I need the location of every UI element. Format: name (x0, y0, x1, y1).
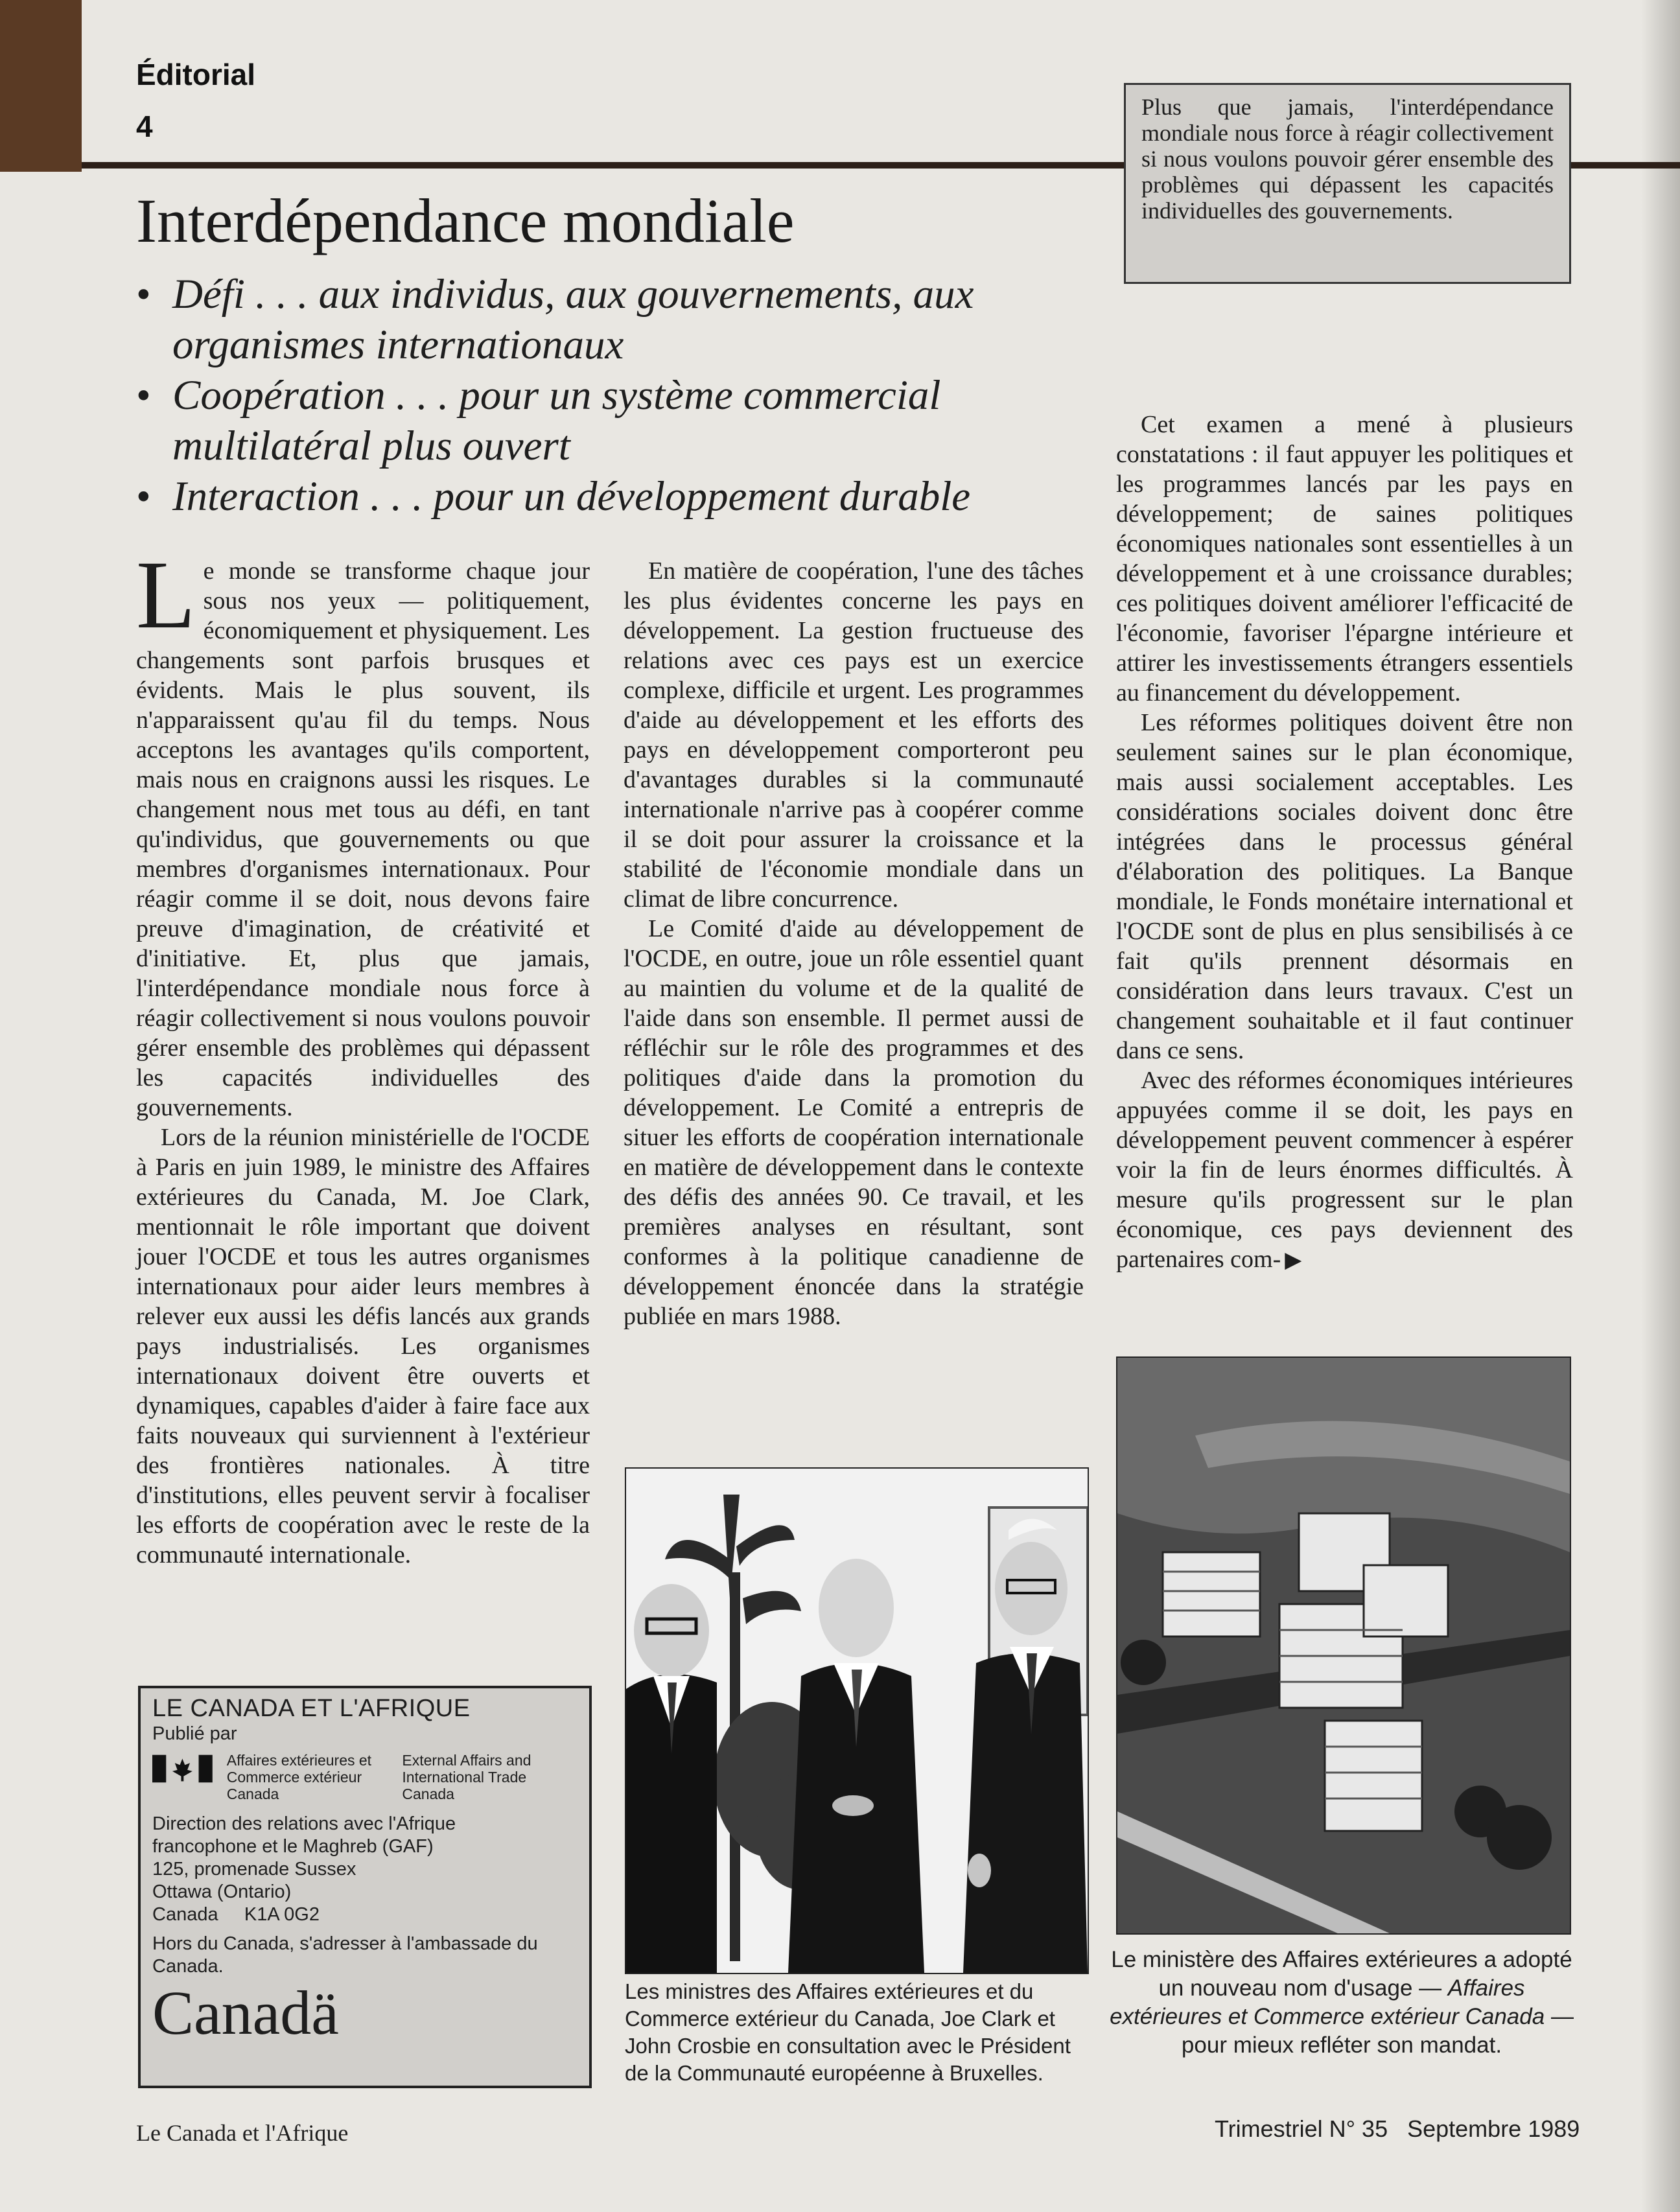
paragraph: Cet examen a mené à plusieurs constatations : il faut appuyer les politiques et les programmes lancés par les pays en développement; de saines politiques économiques nationales sont essentielles à un développement et à une croissance durables; ces politiques doivent améliorer l'efficacité de l'économie, favoriser l'épargne intérieure et attirer les investissements étrangers essentiels au financement du développement. (1116, 411, 1573, 706)
page-gutter-shadow (1641, 0, 1680, 2212)
publisher-block (152, 1752, 578, 1802)
bullet-icon: • (136, 271, 151, 318)
canada-flag-icon (152, 1754, 213, 1783)
paragraph: Lors de la réunion ministérielle de l'OCDE à Paris en juin 1989, le ministre des Affaires extérieures du Canada, M. Joe Clark, mentionnait le rôle important que doivent jouer l'OCDE et tous les autres organismes internationaux pour aider leurs membres à relever eux aussi les défis lancés aux grands pays industrialisés. Les organismes internationaux doivent être ouverts et dynamiques, capables d'aider à faire face aux faits nouveaux qui surviennent à l'extérieur des frontières nationales. À titre d'institutions, elles peuvent servir à focaliser les efforts de coopération avec le reste de la communauté internationale. (136, 1124, 590, 1568)
subtitle-item: • Coopération . . . pour un système commercial multilatéral plus ouvert (136, 370, 1095, 471)
article-column-1 (136, 541, 590, 1570)
drop-cap: L (136, 541, 196, 649)
published-by-label: Publié par (152, 1723, 237, 1744)
footer-issue: Trimestriel N° 35 Septembre 1989 (1215, 2115, 1580, 2142)
address-line: 125, promenade Sussex (152, 1859, 356, 1880)
article-subtitles (136, 269, 1095, 522)
paragraph: En matière de coopération, l'une des tâches les plus évidentes concerne les pays en développement. La gestion fructueuse des relations avec ces pays est un exercice complexe, difficile et urgent. Les programmes d'aide au développement et les efforts des pays en développement comporteront peu d'avantages durables si la communauté internationale n'arrive pas à coopérer comme il se doit pour assurer la croissance et la stabilité de l'économie mondiale dans un climat de libre concurrence. (624, 557, 1084, 913)
ministers-illustration (626, 1469, 1088, 1973)
paragraph: Avec des réformes économiques intérieures appuyées comme il se doit, les pays en développement peuvent commencer à espérer voir la fin de leurs énormes difficultés. À mesure qu'ils progressent sur le plan économique, ces pays deviennent des partenaires com- ▶ (1116, 1067, 1573, 1273)
subtitle-item: • Interaction . . . pour un développement durable (136, 471, 1095, 522)
article-column-3 (1116, 410, 1573, 1275)
left-margin-band (0, 0, 82, 172)
address-line: Ottawa (Ontario) (152, 1881, 292, 1902)
building-aerial-photo (1116, 1356, 1571, 1935)
building-photo-caption: Le ministère des Affaires extérieures a adopté un nouveau nom d'usage — Affaires extérieures et Commerce extérieur Canada — pour mieux refléter son mandat. (1110, 1947, 1574, 2058)
building-illustration (1117, 1358, 1570, 1933)
publisher-name-en: External Affairs and International Trade Canada (402, 1752, 531, 1802)
address-line: Canada K1A 0G2 (152, 1904, 320, 1925)
ministers-photo (625, 1467, 1089, 1974)
masthead-box (138, 1686, 592, 2088)
abroad-note: Hors du Canada, s'adresser à l'ambassade du Canada. (152, 1933, 538, 1977)
article-title: Interdépendance mondiale (136, 186, 795, 255)
bullet-icon: • (136, 473, 151, 520)
bullet-icon: • (136, 372, 151, 419)
section-label: Éditorial (136, 58, 256, 91)
paragraph: Les réformes politiques doivent être non seulement saines sur le plan économique, mais aussi socialement acceptables. Les considérations sociales doivent donc être intégrées dans le processus général d'élaboration des politiques. La Banque mondiale, le Fonds monétaire international et l'OCDE sont de plus en plus sensibilisés à ce fait qu'ils prennent désormais en considération dans leurs travaux. C'est un changement souhaitable et il faut continuer dans ce sens. (1116, 709, 1573, 1064)
left-margin (0, 172, 82, 2212)
address-line: francophone et le Maghreb (GAF) (152, 1836, 434, 1857)
continued-arrow-icon: ▶ (1285, 1248, 1302, 1272)
footer-publication: Le Canada et l'Afrique (136, 2120, 349, 2146)
publisher-name-fr: Affaires extérieures et Commerce extérieur Canada (226, 1752, 372, 1802)
pull-quote: Plus que jamais, l'interdépendance mondiale nous force à réagir collectivement si nous voulons pouvoir gérer ensemble des problèmes qui dépassent les capacités individuelles des gouvernements. (1124, 83, 1571, 284)
address-line: Direction des relations avec l'Afrique (152, 1813, 456, 1834)
masthead-title: LE CANADA ET L'AFRIQUE (152, 1695, 471, 1722)
ministers-photo-caption: Les ministres des Affaires extérieures et du Commerce extérieur du Canada, Joe Clark et John Crosbie en consultation avec le Président de la Communauté européenne à Bruxelles. (625, 1979, 1071, 2085)
article-column-2 (624, 556, 1084, 1331)
paragraph: Le monde se transforme chaque jour sous nos yeux — politiquement, économiquement et physiquement. Les changements sont parfois brusques et évidents. Mais le plus souvent, ils n'apparaissent qu'au fil du temps. Nous acceptons les avantages qu'ils comportent, mais nous en craignons aussi les risques. Le changement nous met tous au défi, en tant qu'individus, que gouvernements ou que membres d'organismes internationaux. Pour réagir comme il se doit, nous devons faire preuve d'imagination, de créativité et d'initiative. Et, plus que jamais, l'interdépendance mondiale nous force à réagir collectivement si nous voulons pouvoir gérer ensemble des problèmes qui dépassent les capacités individuelles des gouvernements. (136, 541, 590, 1121)
paragraph: Le Comité d'aide au développement de l'OCDE, en outre, joue un rôle essentiel quant au maintien du volume et de la qualité de l'aide dans son ensemble. Il permet aussi de réfléchir sur le rôle des programmes et des politiques d'aide dans la promotion du développement. Le Comité a entrepris de situer les efforts de coopération internationale en matière de développement dans le contexte des défis des années 90. Ce travail, et les premières analyses en résultant, sont conformes à la politique canadienne de développement énoncée dans la stratégie publiée en mars 1988. (624, 915, 1084, 1330)
subtitle-item: • Défi . . . aux individus, aux gouvernements, aux organismes internationaux (136, 269, 1095, 370)
page-number: 4 (136, 110, 153, 143)
canada-wordmark: Canadä (152, 1978, 339, 2047)
